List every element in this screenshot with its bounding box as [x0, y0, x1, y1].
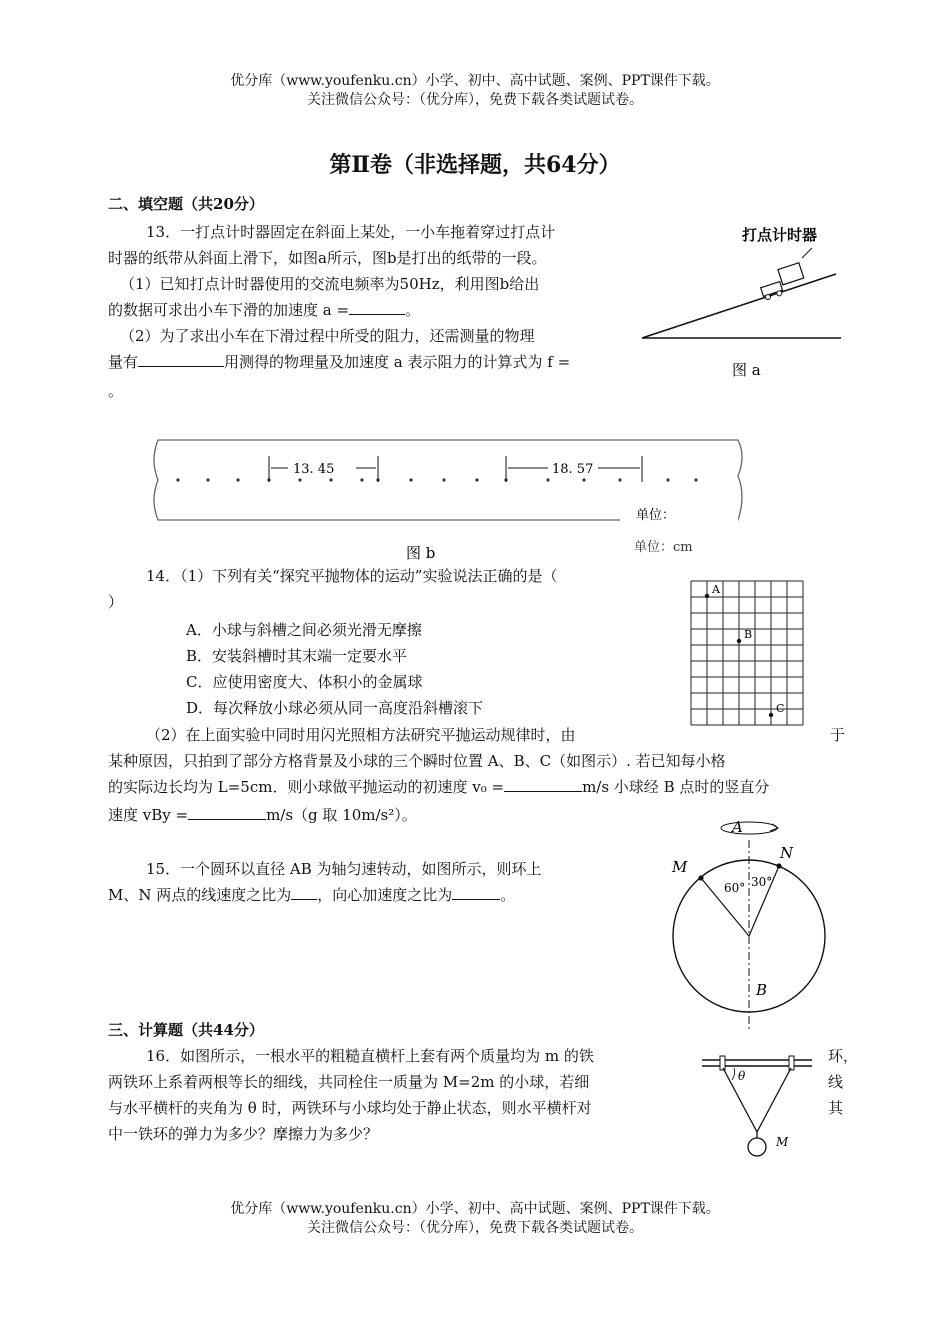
q14-grid-figure: [690, 580, 810, 736]
grid-label-c: C: [776, 702, 785, 715]
grid-label-b: B: [744, 628, 753, 641]
q15-velocity-ratio-blank[interactable]: [291, 883, 317, 900]
q14-part2-line4: [108, 802, 417, 828]
ring-label-b: B: [756, 981, 768, 999]
q14-part2-line1: （2）在上面实验中同时用闪光照相方法研究平抛运动规律时，由: [146, 726, 576, 744]
figure-b-tape: [148, 436, 748, 566]
page-title: 第Ⅱ卷（非选择题，共64分）: [329, 152, 621, 178]
timer-box: [778, 263, 804, 285]
q16-ball: [748, 1138, 766, 1156]
footer-line-1: 优分库（www.youfenku.cn）小学、初中、高中试题、案例、PPT课件下载。: [230, 1201, 720, 1217]
footer-line-2: 关注微信公众号：（优分库），免费下载各类试题试卷。: [307, 1220, 643, 1236]
ring-angle-30: 30°: [751, 875, 773, 889]
q15-line-1: 15．一个圆环以直径 AB 为轴匀速转动，如图所示，则环上: [146, 860, 542, 878]
q15-line-2: [108, 882, 515, 908]
q14-line-1: 14．（1）下列有关“探究平抛物体的运动”实验说法正确的是（: [146, 567, 558, 585]
q15-acceleration-ratio-blank[interactable]: [452, 883, 500, 900]
q15-line2-text-b: ，向心加速度之比为: [317, 886, 453, 904]
q14-option-b: B．安装斜槽时其末端一定要水平: [186, 647, 408, 665]
figure-b-caption: 图 b: [406, 544, 436, 562]
q14-initial-velocity-blank[interactable]: [504, 775, 582, 792]
q13-acceleration-blank[interactable]: [349, 298, 405, 315]
q14-part2-line1-end: 于: [830, 726, 846, 744]
q14-part2-line4-text: 速度 vBy =: [108, 806, 189, 824]
q16-line-1-end: 环，: [828, 1047, 859, 1065]
q13-part2-line2: [108, 349, 570, 375]
q14-part2-line2: 某种原因，只拍到了部分方格背景及小球的三个瞬时位置 A、B、C（如图示）. 若已知每小格: [108, 752, 726, 770]
q13-quantity-blank[interactable]: [138, 350, 224, 367]
ring-label-a: A: [732, 818, 743, 836]
q16-angle-theta: θ: [738, 1069, 746, 1083]
q14-line-1-end: ）: [108, 593, 124, 611]
q14-part2-line3-text-b: m/s 小球经 B 点时的竖直分: [582, 778, 770, 796]
ring-angle-60: 60°: [724, 881, 746, 895]
ring-label-n: N: [780, 844, 794, 862]
q15-line2-text-a: M、N 两点的线速度之比为: [108, 886, 292, 904]
q14-part2-line3: [108, 774, 769, 800]
q14-option-d: D．每次释放小球必须从同一高度沿斜槽滚下: [186, 699, 484, 717]
figure-a-timer-label: 打点计时器: [742, 226, 818, 244]
q13-part1-text: 的数据可求出小车下滑的加速度 a =: [108, 301, 350, 319]
q16-line-1: 16．如图所示，一根水平的粗糙直横杆上套有两个质量均为 m 的铁: [146, 1047, 594, 1065]
q13-part1-end: 。: [405, 301, 421, 319]
q14-option-a: A．小球与斜槽之间必须光滑无摩擦: [186, 621, 422, 639]
iron-ring-right: [789, 1056, 794, 1070]
q15-line2-text-c: 。: [500, 886, 516, 904]
q13-line-2: 时器的纸带从斜面上滑下，如图a所示，图b是打出的纸带的一段。: [108, 249, 547, 267]
grid-label-a: A: [712, 583, 720, 596]
iron-ring-left: [720, 1056, 725, 1070]
q14-part2-line4-text-b: m/s（g 取 10m/s²）。: [266, 806, 417, 824]
q15-ring-figure: [660, 812, 840, 1032]
q13-part1-line2: [108, 297, 420, 323]
q13-part1-line1: （1）已知打点计时器使用的交流电频率为50Hz，利用图b给出: [120, 275, 540, 293]
q16-line-3: 与水平横杆的夹角为 θ 时，两铁环与小球均处于静止状态，则水平横杆对: [108, 1099, 592, 1117]
tape-distance-1: 13. 45: [293, 462, 335, 477]
q16-line-3-end: 其: [828, 1099, 844, 1117]
q16-line-2-end: 线: [828, 1073, 844, 1091]
q16-mass-label: M: [776, 1135, 789, 1149]
q13-part2-text-b: 用测得的物理量及加速度 a 表示阻力的计算式为 f =: [224, 353, 571, 371]
figure-a-caption: 图 a: [732, 361, 761, 379]
q14-option-c: C．应使用密度大、体积小的金属球: [186, 673, 423, 691]
tape-unit-label: 单位：: [636, 508, 676, 523]
ring-label-m: M: [672, 858, 688, 876]
q13-line-1: 13．一打点计时器固定在斜面上某处，一小车拖着穿过打点计: [146, 223, 556, 241]
section-heading-calculation: 三、计算题（共44分）: [108, 1021, 264, 1039]
tape-unit-label-2: 单位：cm: [634, 540, 693, 555]
section-heading-fill-in: 二、填空题（共20分）: [108, 195, 264, 213]
q13-part2-end: 。: [108, 382, 124, 400]
figure-a-incline: [636, 218, 846, 388]
q16-rod-figure: [700, 1050, 820, 1162]
q14-vertical-velocity-blank[interactable]: [188, 803, 266, 820]
q16-line-2: 两铁环上系着两根等长的细线，共同栓住一质量为 M=2m 的小球，若细: [108, 1073, 590, 1091]
q13-part2-text-a: 量有: [108, 353, 139, 371]
q14-part2-line3-text: 的实际边长均为 L=5cm．则小球做平抛运动的初速度 v₀ =: [108, 778, 505, 796]
tape-distance-2: 18. 57: [552, 462, 594, 477]
header-line-1: 优分库（www.youfenku.cn）小学、初中、高中试题、案例、PPT课件下载。: [230, 73, 720, 89]
q13-part2-line1: （2）为了求出小车在下滑过程中所受的阻力，还需测量的物理: [120, 327, 535, 345]
q16-line-4: 中一铁环的弹力为多少？摩擦力为多少？: [108, 1125, 379, 1143]
header-line-2: 关注微信公众号：（优分库），免费下载各类试题试卷。: [307, 92, 643, 108]
